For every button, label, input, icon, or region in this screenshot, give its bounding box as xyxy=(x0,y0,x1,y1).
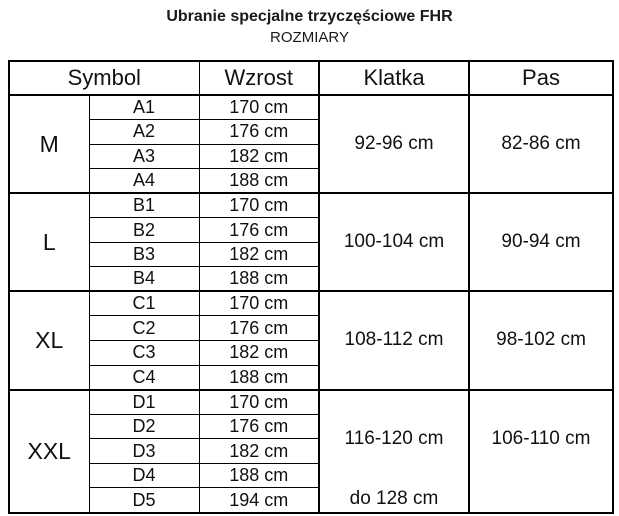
symbol-code: C3 xyxy=(89,340,199,365)
table-row xyxy=(9,95,613,120)
height-value: 188 cm xyxy=(199,169,319,194)
height-value: 170 cm xyxy=(199,193,319,218)
height-value: 188 cm xyxy=(199,463,319,488)
chest-range-stack xyxy=(320,391,468,512)
symbol-code: D5 xyxy=(89,488,199,513)
height-value: 182 cm xyxy=(199,144,319,169)
waist-range-main: 106-110 cm xyxy=(491,427,591,449)
height-value: 176 cm xyxy=(199,316,319,341)
waist-range-xl: 98-102 cm xyxy=(469,291,613,389)
symbol-code: A1 xyxy=(89,95,199,120)
waist-range-l: 90-94 cm xyxy=(469,193,613,291)
symbol-code: B2 xyxy=(89,218,199,243)
symbol-code: D4 xyxy=(89,463,199,488)
waist-range-m: 82-86 cm xyxy=(469,95,613,193)
symbol-code: B4 xyxy=(89,267,199,292)
table-row xyxy=(9,390,613,415)
height-value: 176 cm xyxy=(199,414,319,439)
table-row xyxy=(9,291,613,316)
col-header-pas: Pas xyxy=(469,61,613,95)
waist-range-stack xyxy=(470,391,612,512)
symbol-code: B3 xyxy=(89,242,199,267)
chest-range-l: 100-104 cm xyxy=(319,193,469,291)
symbol-code: D1 xyxy=(89,390,199,415)
symbol-code: C1 xyxy=(89,291,199,316)
col-header-symbol: Symbol xyxy=(9,61,199,95)
symbol-code: A2 xyxy=(89,120,199,145)
chest-range-extra: do 128 cm xyxy=(349,488,439,510)
symbol-code: D3 xyxy=(89,439,199,464)
height-value: 194 cm xyxy=(199,488,319,513)
symbol-code: D2 xyxy=(89,414,199,439)
symbol-code: B1 xyxy=(89,193,199,218)
chest-range-m: 92-96 cm xyxy=(319,95,469,193)
size-table xyxy=(8,60,614,514)
chest-range-main: 116-120 cm xyxy=(344,427,444,449)
header-row xyxy=(9,61,613,95)
height-value: 182 cm xyxy=(199,340,319,365)
symbol-code: A3 xyxy=(89,144,199,169)
size-label-xxl: XXL xyxy=(9,390,89,513)
size-label-m: M xyxy=(9,95,89,193)
height-value: 176 cm xyxy=(199,120,319,145)
symbol-code: C2 xyxy=(89,316,199,341)
height-value: 188 cm xyxy=(199,267,319,292)
chest-range-xxl xyxy=(319,390,469,513)
height-value: 182 cm xyxy=(199,242,319,267)
waist-range-xxl xyxy=(469,390,613,513)
spacer xyxy=(470,487,612,511)
height-value: 176 cm xyxy=(199,218,319,243)
height-value: 188 cm xyxy=(199,365,319,390)
page-title: Ubranie specjalne trzyczęściowe FHR xyxy=(166,8,453,25)
size-label-l: L xyxy=(9,193,89,291)
symbol-code: C4 xyxy=(89,365,199,390)
chest-range-xl: 108-112 cm xyxy=(319,291,469,389)
height-value: 182 cm xyxy=(199,439,319,464)
height-value: 170 cm xyxy=(199,95,319,120)
height-value: 170 cm xyxy=(199,390,319,415)
page-subtitle: ROZMIARY xyxy=(270,29,349,46)
table-row xyxy=(9,193,613,218)
symbol-code: A4 xyxy=(89,169,199,194)
height-value: 170 cm xyxy=(199,291,319,316)
col-header-wzrost: Wzrost xyxy=(199,61,319,95)
size-label-xl: XL xyxy=(9,291,89,389)
col-header-klatka: Klatka xyxy=(319,61,469,95)
